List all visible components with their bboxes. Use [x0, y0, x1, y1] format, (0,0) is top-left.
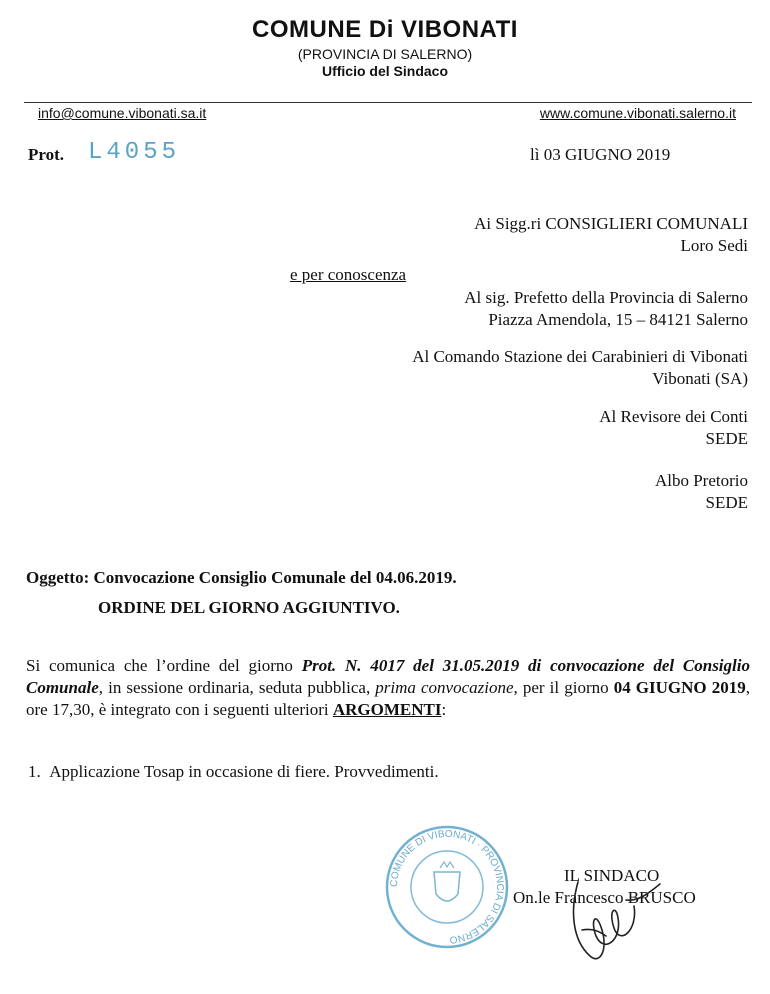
agenda-item-text: Applicazione Tosap in occasione di fiere. Provvedimenti.	[49, 762, 439, 781]
seal-text: COMUNE DI VIBONATI · PROVINCIA DI SALERNO	[388, 828, 506, 946]
website-link[interactable]: www.comune.vibonati.salerno.it	[539, 105, 736, 121]
recipient-line: Al Revisore dei Conti	[599, 407, 748, 426]
recipient-line: Ai Sigg.ri CONSIGLIERI COMUNALI	[474, 214, 748, 233]
province-subtitle: (PROVINCIA DI SALERNO)	[297, 46, 473, 62]
letter-date: lì 03 GIUGNO 2019	[530, 145, 671, 164]
agenda-heading: ORDINE DEL GIORNO AGGIUNTIVO.	[98, 598, 400, 617]
protocol-stamp-number: L4055	[88, 139, 181, 166]
subject-text: : Convocazione Consiglio Comunale del 04.06.2019.	[83, 568, 457, 587]
subject-label: Oggetto	[26, 568, 84, 587]
recipient-carabinieri	[412, 346, 748, 390]
recipient-councillors	[474, 213, 748, 257]
cc-label: e per conoscenza	[290, 265, 407, 284]
recipient-prefect	[464, 287, 748, 331]
municipal-seal-stamp	[382, 822, 512, 952]
recipient-line: SEDE	[705, 493, 748, 512]
subject-line	[26, 568, 457, 588]
recipient-line: Al Comando Stazione dei Carabinieri di Vibonati	[412, 347, 748, 366]
mayor-title: IL SINDACO	[564, 866, 660, 885]
agenda-item	[28, 762, 439, 782]
recipient-line: Vibonati (SA)	[652, 369, 748, 388]
office-name: Ufficio del Sindaco	[321, 63, 448, 79]
recipient-auditor	[599, 406, 748, 450]
body-paragraph: Si comunica che l’ordine del giorno Prot. N. 4017 del 31.05.2019 di convocazione del Consiglio Comunale, in sessione ordinaria, seduta pubblica, prima convocazione, per il giorno 04 GIUGNO 2019, ore 17,30, è integrato con i seguenti ulteriori ARGOMENTI:	[26, 656, 750, 719]
recipient-line: SEDE	[705, 429, 748, 448]
recipient-line: Albo Pretorio	[654, 471, 748, 490]
header-divider	[24, 102, 752, 103]
svg-text:COMUNE DI VIBONATI · PROVINCIA	[389, 829, 505, 945]
protocol-label: Prot.	[28, 145, 65, 164]
handwritten-signature	[560, 870, 670, 965]
mayor-name: On.le Francesco BRUSCO	[513, 888, 696, 907]
agenda-item-number: 1.	[28, 762, 41, 781]
recipient-line: Piazza Amendola, 15 – 84121 Salerno	[488, 310, 748, 329]
municipality-title: COMUNE Di VIBONATI	[252, 16, 518, 43]
email-link[interactable]: info@comune.vibonati.sa.it	[38, 105, 207, 121]
recipient-notice-board	[655, 470, 748, 514]
recipient-line: Loro Sedi	[680, 236, 748, 255]
recipient-line: Al sig. Prefetto della Provincia di Salerno	[464, 288, 748, 307]
